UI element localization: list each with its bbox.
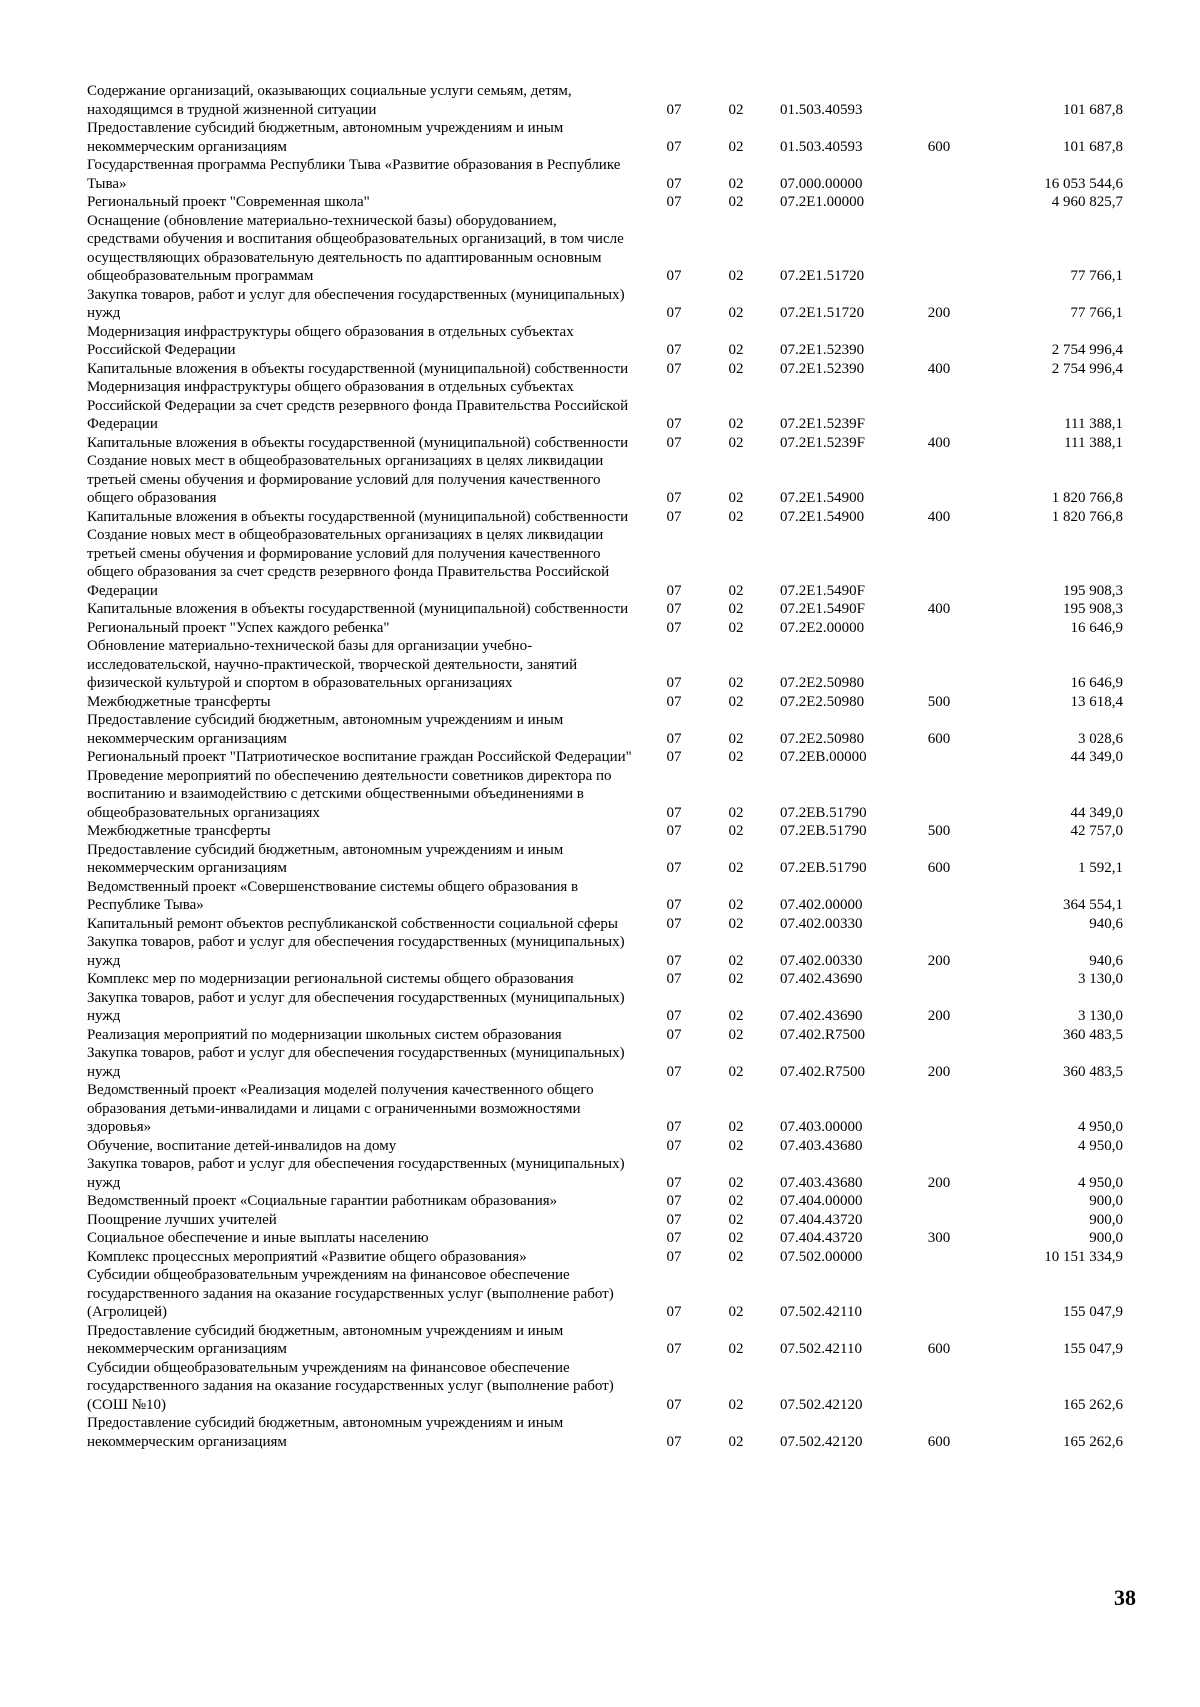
table-row	[87, 1359, 1123, 1415]
row-expense-type-code	[910, 156, 968, 193]
table-row	[87, 878, 1123, 915]
row-target-article-code: 07.2EB.00000	[780, 749, 867, 765]
row-subsection-code: 02	[728, 675, 744, 691]
row-section-code: 07	[666, 268, 682, 284]
row-name: Предоставление субсидий бюджетным, автономным учреждениям и иным некоммерческим организациям	[87, 1415, 564, 1450]
row-subsection-code: 02	[728, 804, 744, 821]
row-subsection-code: 02	[728, 1119, 744, 1135]
row-subsection-code: 02	[728, 693, 744, 710]
row-target-article-code: 07.2E1.52390	[780, 342, 865, 358]
row-section-code: 07	[666, 194, 682, 210]
row-expense-type-code: 300	[927, 1230, 951, 1246]
row-expense-type-code	[910, 1192, 968, 1211]
row-name: Содержание организаций, оказывающих социальные услуги семьям, детям, находящимся в трудной жизненной ситуации	[87, 83, 572, 118]
row-section-code: 07	[666, 508, 682, 525]
row-target-article-code: 07.404.43720	[780, 1230, 863, 1246]
row-section-code: 07	[666, 1137, 682, 1154]
row-target-article-code: 07.2E1.51720	[780, 305, 865, 321]
row-amount: 364 554,1	[1063, 897, 1123, 913]
table-row	[87, 637, 1123, 693]
row-expense-type-code	[910, 452, 968, 508]
row-name: Обучение, воспитание детей-инвалидов на дому	[87, 1137, 397, 1154]
row-subsection-code: 02	[728, 971, 744, 987]
row-expense-type-code	[910, 1211, 968, 1230]
table-row	[87, 193, 1123, 212]
table-row	[87, 822, 1123, 841]
row-amount: 16 646,9	[1070, 619, 1123, 636]
row-target-article-code: 07.403.43680	[780, 1174, 863, 1191]
row-target-article-code: 07.502.42120	[780, 1396, 863, 1413]
row-subsection-code: 02	[728, 952, 744, 969]
row-target-article-code: 07.2E2.50980	[780, 730, 865, 747]
row-subsection-code: 02	[728, 360, 744, 377]
row-target-article-code: 07.403.00000	[780, 1119, 863, 1135]
row-target-article-code: 07.2E1.5490F	[780, 582, 866, 599]
table-row	[87, 1414, 1123, 1451]
row-target-article-code: 07.502.42110	[780, 1304, 862, 1320]
row-name: Региональный проект "Патриотическое воспитание граждан Российской Федерации"	[87, 749, 632, 765]
row-name: Ведомственный проект «Реализация моделей получения качественного общего образования детьми-инвалидами и лицами с ограниченными возможностями здоровья»	[87, 1082, 594, 1135]
row-expense-type-code	[910, 915, 968, 934]
row-section-code: 07	[666, 416, 682, 432]
row-name: Субсидии общеобразовательным учреждениям на финансовое обеспечение государственного задания на оказание государственных услуг (выполнение работ) (Агролицей)	[87, 1267, 614, 1320]
row-expense-type-code	[910, 1137, 968, 1156]
row-subsection-code: 02	[728, 305, 744, 321]
row-name: Региональный проект "Современная школа"	[87, 194, 370, 210]
row-amount: 165 262,6	[1063, 1396, 1123, 1413]
table-row	[87, 323, 1123, 360]
row-name: Региональный проект "Успех каждого ребенка"	[87, 619, 390, 636]
row-amount: 4 950,0	[1078, 1137, 1123, 1154]
row-amount: 155 047,9	[1063, 1341, 1123, 1357]
row-subsection-code: 02	[728, 1174, 744, 1191]
row-target-article-code: 07.402.00000	[780, 897, 863, 913]
row-subsection-code: 02	[728, 1230, 744, 1246]
row-target-article-code: 07.402.00330	[780, 952, 863, 969]
row-expense-type-code: 600	[927, 860, 951, 876]
row-subsection-code: 02	[728, 194, 744, 210]
table-row	[87, 619, 1123, 638]
row-target-article-code: 07.2E1.00000	[780, 194, 865, 210]
row-subsection-code: 02	[728, 897, 744, 913]
row-name: Государственная программа Республики Тыва «Развитие образования в Республике Тыва»	[87, 157, 621, 192]
row-amount: 195 908,3	[1063, 601, 1123, 617]
row-section-code: 07	[666, 693, 682, 710]
row-target-article-code: 07.2E1.5239F	[780, 434, 866, 451]
row-section-code: 07	[666, 804, 682, 821]
table-row	[87, 1211, 1123, 1230]
row-name: Субсидии общеобразовательным учреждениям на финансовое обеспечение государственного задания на оказание государственных услуг (выполнение работ) (СОШ №10)	[87, 1359, 614, 1413]
row-target-article-code: 07.2E1.5490F	[780, 601, 866, 617]
row-section-code: 07	[666, 1026, 682, 1043]
row-expense-type-code: 200	[927, 1008, 951, 1024]
table-row	[87, 748, 1123, 767]
row-amount: 1 592,1	[1078, 860, 1123, 876]
row-amount: 900,0	[1089, 1193, 1123, 1209]
row-name: Предоставление субсидий бюджетным, автономным учреждениям и иным некоммерческим организациям	[87, 712, 564, 747]
row-amount: 111 388,1	[1064, 416, 1123, 432]
row-amount: 360 483,5	[1063, 1026, 1123, 1043]
row-name: Закупка товаров, работ и услуг для обеспечения государственных (муниципальных) нужд	[87, 286, 625, 321]
row-name: Закупка товаров, работ и услуг для обеспечения государственных (муниципальных) нужд	[87, 1045, 625, 1080]
row-target-article-code: 07.2E1.52390	[780, 360, 865, 377]
row-amount: 16 053 544,6	[1044, 175, 1123, 192]
table-row	[87, 970, 1123, 989]
row-target-article-code: 07.403.43680	[780, 1137, 863, 1154]
row-expense-type-code	[910, 82, 968, 119]
table-row	[87, 508, 1123, 527]
row-subsection-code: 02	[728, 1341, 744, 1357]
row-target-article-code: 07.2E1.51720	[780, 268, 865, 284]
row-amount: 2 754 996,4	[1051, 360, 1123, 377]
row-amount: 940,6	[1089, 915, 1123, 932]
row-amount: 1 820 766,8	[1051, 490, 1123, 506]
table-row	[87, 989, 1123, 1026]
row-section-code: 07	[666, 952, 682, 969]
row-target-article-code: 01.503.40593	[780, 101, 863, 118]
table-row	[87, 1081, 1123, 1137]
row-expense-type-code	[910, 619, 968, 638]
row-expense-type-code	[910, 1359, 968, 1415]
row-amount: 1 820 766,8	[1051, 508, 1123, 525]
row-section-code: 07	[666, 1341, 682, 1357]
row-expense-type-code	[910, 212, 968, 286]
table-body	[87, 82, 1123, 1451]
row-target-article-code: 07.402.R7500	[780, 1026, 866, 1043]
row-subsection-code: 02	[728, 730, 744, 747]
table-row	[87, 119, 1123, 156]
row-name: Комплекс мер по модернизации региональной системы общего образования	[87, 971, 574, 987]
row-expense-type-code	[910, 1248, 968, 1267]
table-row	[87, 526, 1123, 600]
row-name: Закупка товаров, работ и услуг для обеспечения государственных (муниципальных) нужд	[87, 1156, 625, 1191]
table-row	[87, 1248, 1123, 1267]
row-section-code: 07	[666, 749, 682, 765]
row-section-code: 07	[666, 1174, 682, 1191]
table-row	[87, 711, 1123, 748]
row-amount: 10 151 334,9	[1044, 1248, 1123, 1265]
row-subsection-code: 02	[728, 1248, 744, 1265]
row-subsection-code: 02	[728, 1008, 744, 1024]
row-expense-type-code	[910, 1266, 968, 1322]
row-section-code: 07	[666, 101, 682, 118]
row-target-article-code: 07.502.00000	[780, 1248, 863, 1265]
row-name: Оснащение (обновление материально-технической базы) оборудованием, средствами обучения и воспитания общеобразовательных организаций, в том числе осуществляющих образовательную деятельность по адаптированным основным общеобразовательным программам	[87, 212, 624, 284]
row-amount: 3 130,0	[1078, 971, 1123, 987]
row-expense-type-code: 200	[927, 1063, 951, 1080]
table-row	[87, 378, 1123, 434]
table-row	[87, 1192, 1123, 1211]
row-section-code: 07	[666, 490, 682, 506]
row-subsection-code: 02	[728, 1211, 744, 1228]
row-target-article-code: 07.402.00330	[780, 915, 863, 932]
row-subsection-code: 02	[728, 1396, 744, 1413]
table-row	[87, 452, 1123, 508]
row-subsection-code: 02	[728, 749, 744, 765]
table-row	[87, 82, 1123, 119]
row-subsection-code: 02	[728, 1193, 744, 1209]
row-subsection-code: 02	[728, 619, 744, 636]
row-subsection-code: 02	[728, 434, 744, 451]
row-name: Модернизация инфраструктуры общего образования в отдельных субъектах Российской Федерации за счет средств резервного фонда Правительства Российской Федерации	[87, 379, 629, 432]
row-section-code: 07	[666, 823, 682, 839]
row-expense-type-code: 400	[927, 434, 951, 451]
row-target-article-code: 07.2EB.51790	[780, 804, 867, 821]
row-amount: 155 047,9	[1063, 1304, 1123, 1320]
table-row	[87, 933, 1123, 970]
row-section-code: 07	[666, 138, 682, 155]
row-section-code: 07	[666, 342, 682, 358]
row-amount: 44 349,0	[1070, 749, 1123, 765]
row-subsection-code: 02	[728, 101, 744, 118]
row-amount: 111 388,1	[1064, 434, 1123, 451]
row-name: Капитальные вложения в объекты государственной (муниципальной) собственности	[87, 508, 629, 525]
row-expense-type-code: 200	[927, 305, 951, 321]
row-amount: 77 766,1	[1070, 268, 1123, 284]
table-row	[87, 212, 1123, 286]
row-target-article-code: 07.2E1.54900	[780, 490, 865, 506]
row-subsection-code: 02	[728, 582, 744, 599]
row-target-article-code: 07.404.43720	[780, 1211, 863, 1228]
row-name: Предоставление субсидий бюджетным, автономным учреждениям и иным некоммерческим организациям	[87, 120, 564, 155]
row-expense-type-code	[910, 526, 968, 600]
row-subsection-code: 02	[728, 1063, 744, 1080]
row-subsection-code: 02	[728, 1026, 744, 1043]
row-expense-type-code: 400	[927, 508, 951, 525]
row-expense-type-code: 600	[927, 138, 951, 155]
row-name: Капитальный ремонт объектов республиканской собственности социальной сферы	[87, 915, 618, 932]
row-name: Закупка товаров, работ и услуг для обеспечения государственных (муниципальных) нужд	[87, 989, 625, 1024]
row-name: Предоставление субсидий бюджетным, автономным учреждениям и иным некоммерческим организациям	[87, 1322, 564, 1357]
row-name: Проведение мероприятий по обеспечению деятельности советников директора по воспитанию и взаимодействию с детскими общественными объединениями в общеобразовательных организациях	[87, 767, 612, 821]
table-row	[87, 360, 1123, 379]
row-subsection-code: 02	[728, 175, 744, 192]
row-section-code: 07	[666, 1063, 682, 1080]
row-name: Создание новых мест в общеобразовательных организациях в целях ликвидации третьей смены обучения и формирование условий для получения качественного общего образования за счет средств резервного фонда Правительства Российской Федерации	[87, 527, 610, 599]
row-section-code: 07	[666, 915, 682, 932]
row-section-code: 07	[666, 1248, 682, 1265]
table-row	[87, 1266, 1123, 1322]
row-section-code: 07	[666, 619, 682, 636]
row-name: Капитальные вложения в объекты государственной (муниципальной) собственности	[87, 434, 629, 451]
table-row	[87, 286, 1123, 323]
row-section-code: 07	[666, 1008, 682, 1024]
row-subsection-code: 02	[728, 1304, 744, 1320]
row-target-article-code: 07.2E1.54900	[780, 508, 865, 525]
row-name: Создание новых мест в общеобразовательных организациях в целях ликвидации третьей смены обучения и формирование условий для получения качественного общего образования	[87, 453, 604, 506]
table-row	[87, 1322, 1123, 1359]
row-target-article-code: 07.502.42120	[780, 1433, 863, 1450]
row-section-code: 07	[666, 434, 682, 451]
row-subsection-code: 02	[728, 1137, 744, 1154]
row-target-article-code: 01.503.40593	[780, 138, 863, 155]
row-target-article-code: 07.2EB.51790	[780, 860, 867, 876]
row-name: Предоставление субсидий бюджетным, автономным учреждениям и иным некоммерческим организациям	[87, 841, 564, 876]
row-subsection-code: 02	[728, 490, 744, 506]
row-target-article-code: 07.402.43690	[780, 1008, 863, 1024]
row-expense-type-code	[910, 323, 968, 360]
row-name: Капитальные вложения в объекты государственной (муниципальной) собственности	[87, 601, 629, 617]
row-subsection-code: 02	[728, 860, 744, 876]
table-row	[87, 1044, 1123, 1081]
row-subsection-code: 02	[728, 268, 744, 284]
table-row	[87, 156, 1123, 193]
row-amount: 16 646,9	[1070, 675, 1123, 691]
row-subsection-code: 02	[728, 508, 744, 525]
row-section-code: 07	[666, 971, 682, 987]
row-section-code: 07	[666, 1193, 682, 1209]
row-section-code: 07	[666, 1433, 682, 1450]
row-name: Ведомственный проект «Совершенствование системы общего образования в Республике Тыва»	[87, 878, 579, 913]
table-row	[87, 1155, 1123, 1192]
row-subsection-code: 02	[728, 342, 744, 358]
row-amount: 4 960 825,7	[1051, 194, 1123, 210]
row-amount: 4 950,0	[1078, 1174, 1123, 1191]
row-section-code: 07	[666, 175, 682, 192]
row-expense-type-code	[910, 193, 968, 212]
row-amount: 165 262,6	[1063, 1433, 1123, 1450]
row-section-code: 07	[666, 1119, 682, 1135]
row-name: Капитальные вложения в объекты государственной (муниципальной) собственности	[87, 360, 629, 377]
row-target-article-code: 07.402.R7500	[780, 1063, 866, 1080]
row-name: Социальное обеспечение и иные выплаты населению	[87, 1230, 429, 1246]
budget-table	[87, 82, 1123, 1451]
row-subsection-code: 02	[728, 915, 744, 932]
row-expense-type-code: 500	[927, 823, 951, 839]
table-row	[87, 600, 1123, 619]
row-section-code: 07	[666, 1211, 682, 1228]
row-target-article-code: 07.2E2.50980	[780, 675, 865, 691]
row-name: Обновление материально-технической базы для организации учебно-исследовательской, научно-практической, творческой деятельности, занятий физической культурой и спортом в образовательных организациях	[87, 638, 578, 691]
row-target-article-code: 07.2E1.5239F	[780, 416, 866, 432]
row-section-code: 07	[666, 1230, 682, 1246]
row-amount: 3 028,6	[1078, 730, 1123, 747]
row-section-code: 07	[666, 1304, 682, 1320]
row-section-code: 07	[666, 730, 682, 747]
row-name: Реализация мероприятий по модернизации школьных систем образования	[87, 1026, 562, 1043]
row-amount: 44 349,0	[1070, 804, 1123, 821]
row-subsection-code: 02	[728, 601, 744, 617]
row-subsection-code: 02	[728, 138, 744, 155]
row-expense-type-code	[910, 767, 968, 823]
row-expense-type-code	[910, 1026, 968, 1045]
row-section-code: 07	[666, 897, 682, 913]
row-expense-type-code: 500	[927, 693, 951, 710]
row-subsection-code: 02	[728, 416, 744, 432]
row-amount: 101 687,8	[1063, 101, 1123, 118]
row-expense-type-code: 400	[927, 360, 951, 377]
row-expense-type-code	[910, 1081, 968, 1137]
row-expense-type-code	[910, 637, 968, 693]
row-target-article-code: 07.2E2.50980	[780, 693, 865, 710]
row-expense-type-code: 600	[927, 730, 951, 747]
row-amount: 900,0	[1089, 1230, 1123, 1246]
row-expense-type-code	[910, 378, 968, 434]
row-expense-type-code: 600	[927, 1433, 951, 1450]
table-row	[87, 1026, 1123, 1045]
row-name: Комплекс процессных мероприятий «Развитие общего образования»	[87, 1248, 527, 1265]
row-amount: 101 687,8	[1063, 138, 1123, 155]
row-amount: 900,0	[1089, 1211, 1123, 1228]
row-subsection-code: 02	[728, 823, 744, 839]
row-expense-type-code	[910, 748, 968, 767]
row-target-article-code: 07.404.00000	[780, 1193, 863, 1209]
row-section-code: 07	[666, 675, 682, 691]
row-target-article-code: 07.402.43690	[780, 971, 863, 987]
table-row	[87, 915, 1123, 934]
table-row	[87, 767, 1123, 823]
row-subsection-code: 02	[728, 1433, 744, 1450]
row-section-code: 07	[666, 860, 682, 876]
page-number: 38	[1114, 1585, 1136, 1610]
row-name: Модернизация инфраструктуры общего образования в отдельных субъектах Российской Федерации	[87, 323, 574, 358]
row-expense-type-code: 400	[927, 601, 951, 617]
row-amount: 3 130,0	[1078, 1008, 1123, 1024]
row-section-code: 07	[666, 1396, 682, 1413]
table-row	[87, 693, 1123, 712]
row-target-article-code: 07.502.42110	[780, 1341, 862, 1357]
row-expense-type-code: 200	[927, 952, 951, 969]
row-amount: 2 754 996,4	[1051, 342, 1123, 358]
table-row	[87, 1229, 1123, 1248]
row-amount: 77 766,1	[1070, 305, 1123, 321]
row-target-article-code: 07.2EB.51790	[780, 823, 867, 839]
row-amount: 42 757,0	[1070, 823, 1123, 839]
row-name: Закупка товаров, работ и услуг для обеспечения государственных (муниципальных) нужд	[87, 934, 625, 969]
row-amount: 940,6	[1089, 952, 1123, 969]
row-section-code: 07	[666, 601, 682, 617]
row-amount: 360 483,5	[1063, 1063, 1123, 1080]
row-target-article-code: 07.000.00000	[780, 175, 863, 192]
row-expense-type-code: 200	[927, 1174, 951, 1191]
table-row	[87, 1137, 1123, 1156]
table-row	[87, 434, 1123, 453]
row-section-code: 07	[666, 305, 682, 321]
row-name: Межбюджетные трансферты	[87, 693, 271, 710]
row-amount: 13 618,4	[1070, 693, 1123, 710]
row-section-code: 07	[666, 360, 682, 377]
row-target-article-code: 07.2E2.00000	[780, 619, 865, 636]
row-expense-type-code	[910, 878, 968, 915]
row-name: Поощрение лучших учителей	[87, 1211, 277, 1228]
row-section-code: 07	[666, 582, 682, 599]
row-name: Ведомственный проект «Социальные гарантии работникам образования»	[87, 1193, 558, 1209]
row-amount: 4 950,0	[1078, 1119, 1123, 1135]
row-expense-type-code	[910, 970, 968, 989]
row-amount: 195 908,3	[1063, 582, 1123, 599]
row-name: Межбюджетные трансферты	[87, 823, 271, 839]
table-row	[87, 841, 1123, 878]
row-expense-type-code: 600	[927, 1341, 951, 1357]
